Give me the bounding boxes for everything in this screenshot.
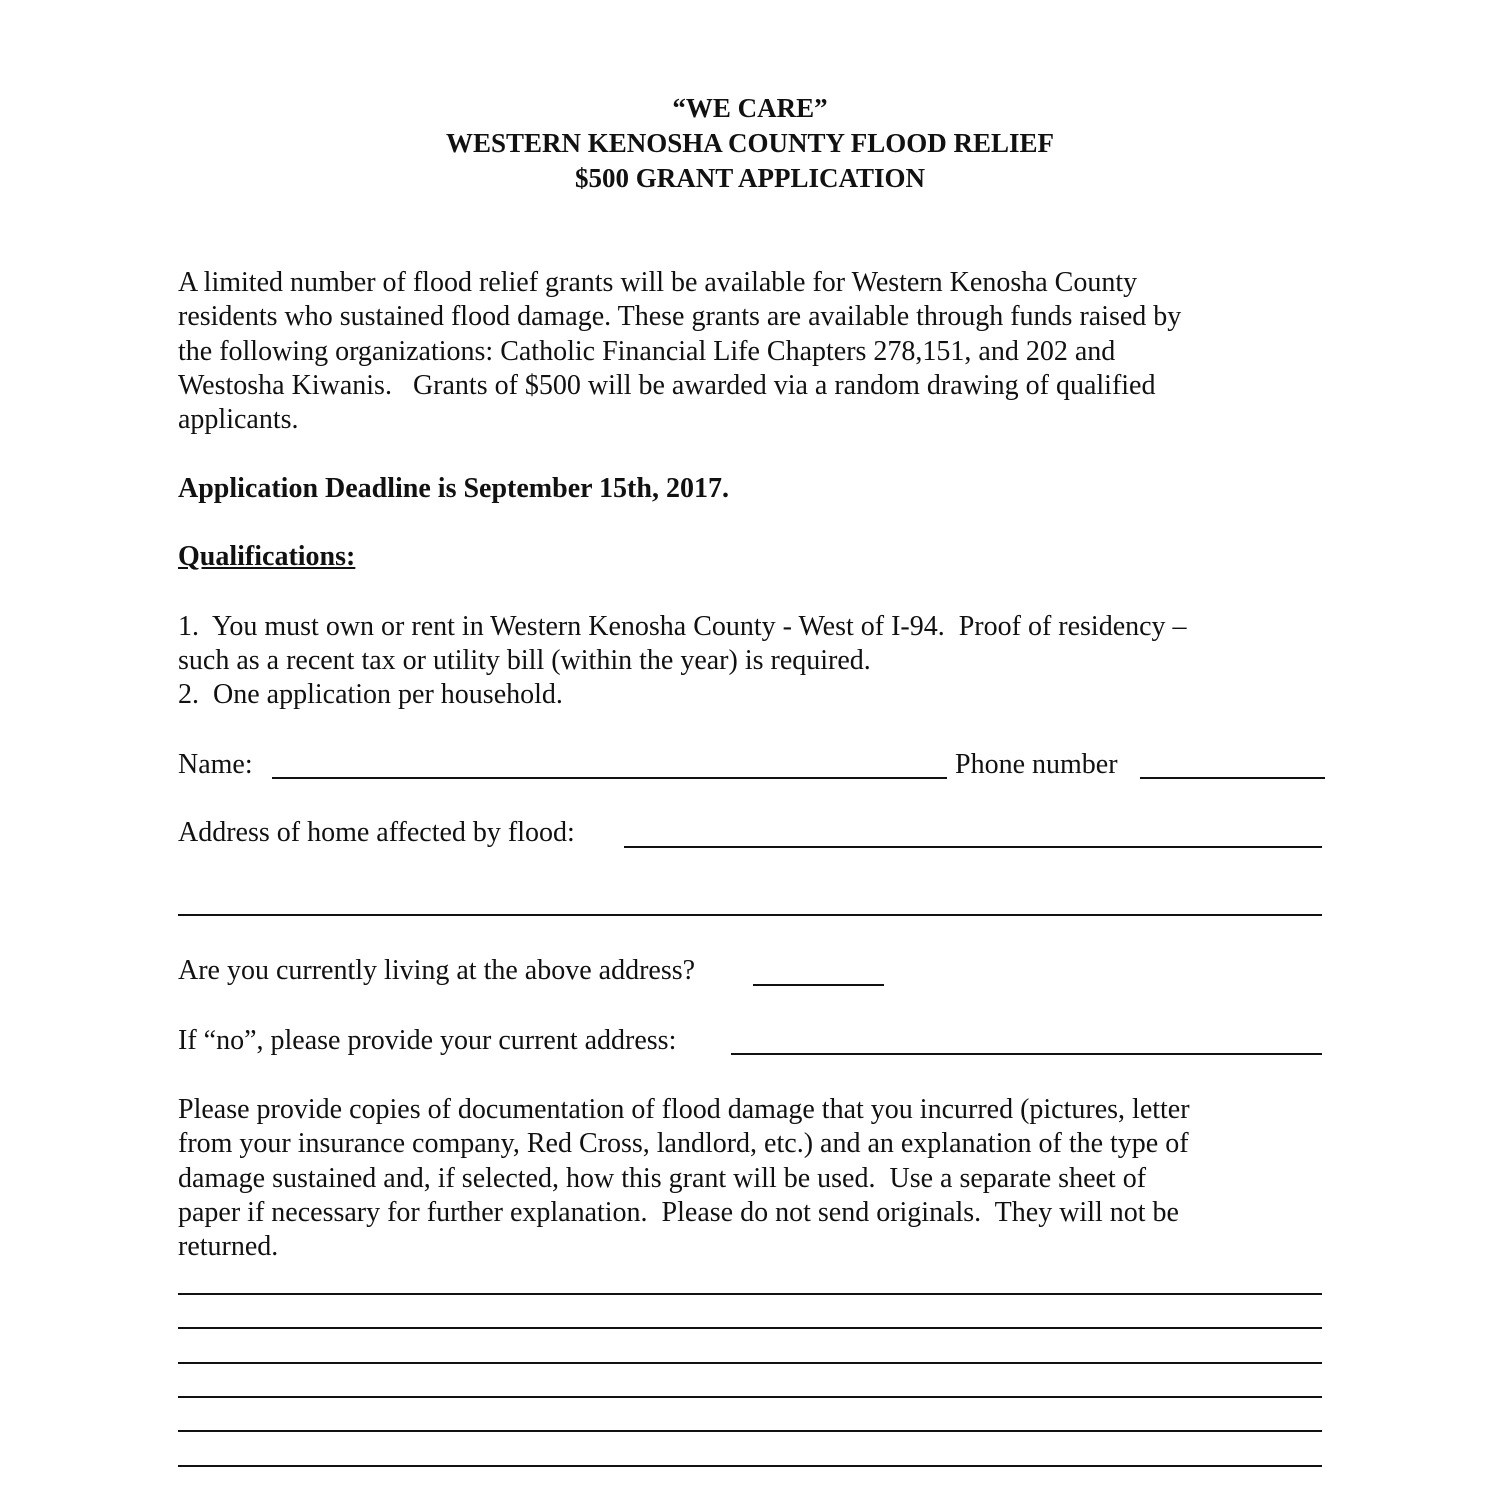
explanation-line[interactable] xyxy=(178,1430,1322,1432)
explanation-line[interactable] xyxy=(178,1465,1322,1467)
phone-label: Phone number xyxy=(955,749,1118,780)
title-we-care: “WE CARE” xyxy=(672,93,828,123)
intro-line: Westosha Kiwanis. Grants of $500 will be awarded via a random drawing of qualified xyxy=(178,370,1156,401)
deadline: Application Deadline is September 15th, 2017. xyxy=(178,473,729,504)
living-label: Are you currently living at the above address? xyxy=(178,955,696,986)
qualifications-heading: Qualifications: xyxy=(178,541,356,572)
documentation-line: Please provide copies of documentation of flood damage that you incurred (pictures, letter xyxy=(178,1094,1190,1125)
address-label: Address of home affected by flood: xyxy=(178,817,575,848)
phone-field[interactable] xyxy=(1140,777,1325,779)
address-field[interactable] xyxy=(624,846,1322,848)
name-label: Name: xyxy=(178,749,253,780)
qualification-item: such as a recent tax or utility bill (within the year) is required. xyxy=(178,645,871,676)
qualification-item: 2. One application per household. xyxy=(178,679,563,710)
address-field-line2[interactable] xyxy=(178,914,1322,916)
intro-line: residents who sustained flood damage. These grants are available through funds raised by xyxy=(178,301,1182,332)
living-field[interactable] xyxy=(753,984,884,986)
documentation-line: paper if necessary for further explanation. Please do not send originals. They will not be xyxy=(178,1197,1179,1228)
current-address-label: If “no”, please provide your current address: xyxy=(178,1025,677,1056)
documentation-line: from your insurance company, Red Cross, landlord, etc.) and an explanation of the type of xyxy=(178,1128,1189,1159)
title-grant-application: $500 GRANT APPLICATION xyxy=(574,163,926,193)
name-field[interactable] xyxy=(272,777,947,779)
explanation-line[interactable] xyxy=(178,1396,1322,1398)
documentation-line: damage sustained and, if selected, how this grant will be used. Use a separate sheet of xyxy=(178,1163,1147,1194)
intro-line: the following organizations: Catholic Financial Life Chapters 278,151, and 202 and xyxy=(178,336,1116,367)
explanation-line[interactable] xyxy=(178,1327,1322,1329)
explanation-line[interactable] xyxy=(178,1362,1322,1364)
documentation-line: returned. xyxy=(178,1231,279,1262)
intro-line: applicants. xyxy=(178,404,299,435)
intro-line: A limited number of flood relief grants will be available for Western Kenosha County xyxy=(178,267,1138,298)
qualification-item: 1. You must own or rent in Western Kenosha County - West of I-94. Proof of residency – xyxy=(178,611,1187,642)
current-address-field[interactable] xyxy=(731,1053,1322,1055)
title-flood-relief: WESTERN KENOSHA COUNTY FLOOD RELIEF xyxy=(445,128,1055,158)
explanation-line[interactable] xyxy=(178,1293,1322,1295)
